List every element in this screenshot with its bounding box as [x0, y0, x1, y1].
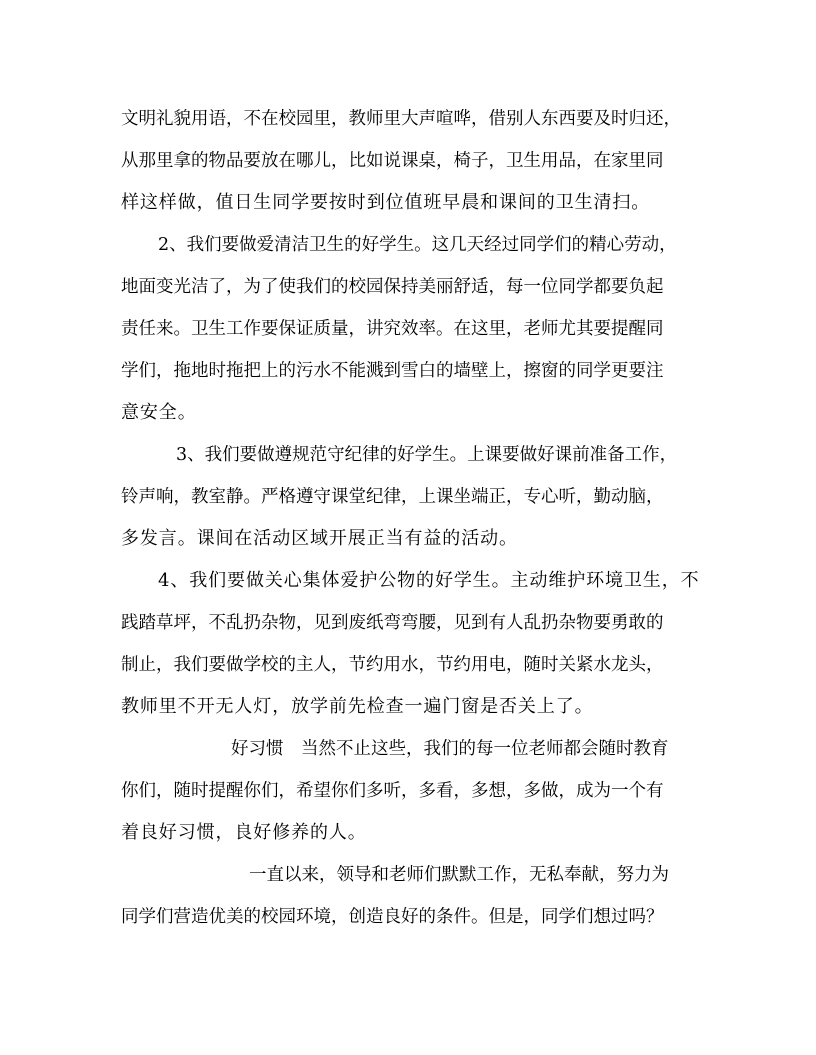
text-line: 践踏草坪，不乱扔杂物，见到废纸弯弯腰，见到有人乱扔杂物要勇敢的 — [121, 613, 664, 633]
text-line: 你们，随时提醒你们，希望你们多听，多看，多想，多做，成为一个有 — [121, 781, 664, 801]
text-line: 铃声响，教室静。严格遵守课堂纪律，上课坐端正，专心听，勤动脑， — [121, 487, 664, 507]
text-line: 4、我们要做关心集体爱护公物的好学生。主动维护环境卫生，不 — [158, 570, 700, 591]
text-line: 3、我们要做遵规范守纪律的好学生。上课要做好课前准备工作， — [176, 445, 678, 465]
text-line: 教师里不开无人灯，放学前先检查一遍门窗是否关上了。 — [121, 696, 594, 717]
text-line: 同学们营造优美的校园环境，创造良好的条件。但是，同学们想过吗？ — [121, 907, 664, 927]
text-line: 着良好习惯，良好修养的人。 — [121, 822, 367, 843]
text-line: 从那里拿的物品要放在哪儿，比如说课桌，椅子，卫生用品，在家里同 — [121, 151, 664, 171]
text-line: 地面变光洁了，为了使我们的校园保持美丽舒适，每一位同学都要负起 — [121, 277, 664, 297]
text-line: 2、我们要做爱清洁卫生的好学生。这几天经过同学们的精心劳动， — [158, 235, 677, 255]
text-line: 一直以来，领导和老师们默默工作，无私奉献，努力为 — [249, 865, 669, 885]
text-line: 学们，拖地时拖把上的污水不能溅到雪白的墙壁上，擦窗的同学更要注 — [121, 361, 664, 381]
text-line: 责任来。卫生工作要保证质量，讲究效率。在这里，老师尤其要提醒同 — [121, 319, 664, 339]
text-line: 制止，我们要做学校的主人，节约用水，节约用电，随时关紧水龙头， — [121, 655, 664, 675]
text-line: 多发言。课间在活动区域开展正当有益的活动。 — [121, 528, 518, 549]
text-line: 好习惯 当然不止这些，我们的每一位老师都会随时教育 — [231, 739, 669, 759]
text-line: 样这样做，值日生同学要按时到位值班早晨和课间的卫生清扫。 — [121, 192, 651, 213]
text-line: 文明礼貌用语，不在校园里，教师里大声喧哗，借别人东西要及时归还， — [121, 109, 681, 129]
text-line: 意安全。 — [121, 402, 197, 423]
